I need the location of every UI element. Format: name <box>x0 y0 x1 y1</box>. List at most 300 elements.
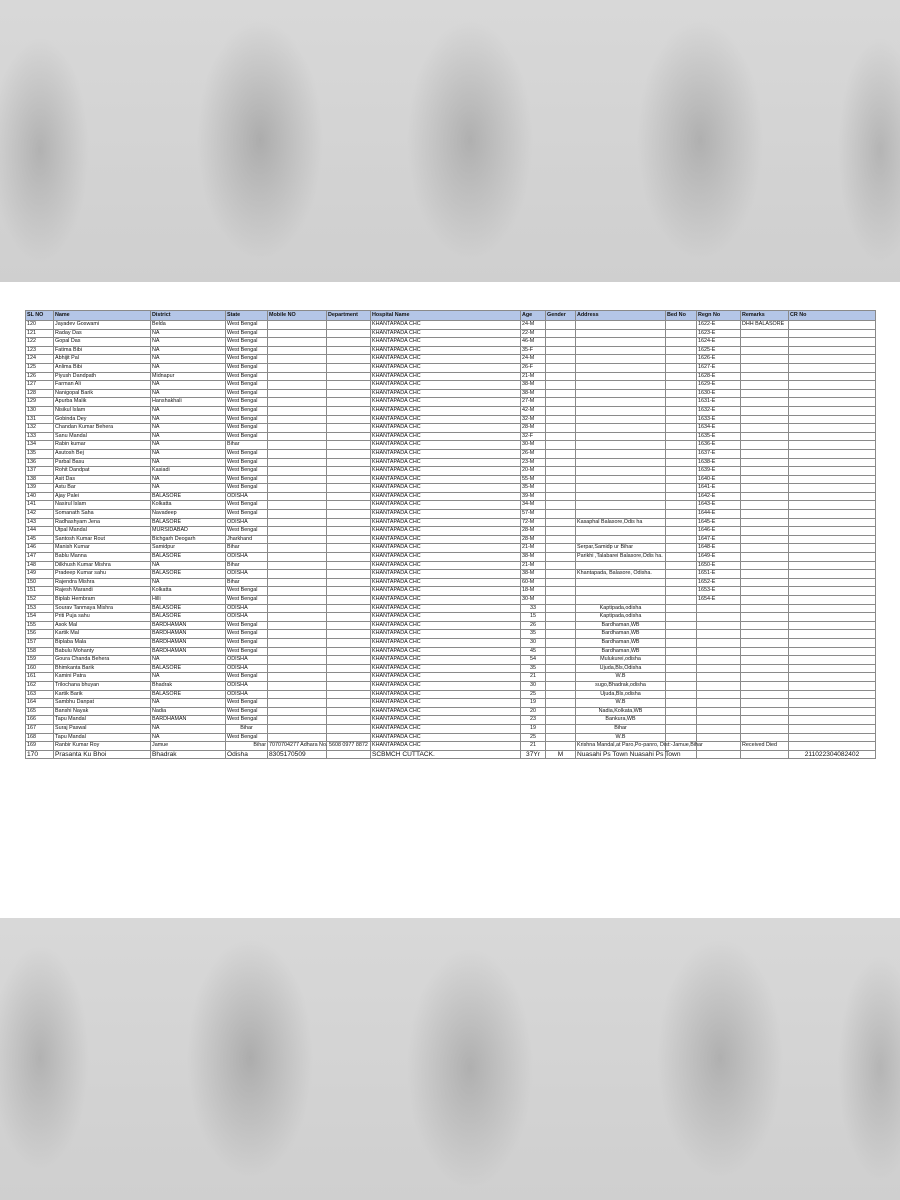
cell-bed-no <box>666 355 697 364</box>
cell-hospital-name: KHANTAPADA CHC <box>371 389 521 398</box>
cell-cr-no <box>789 467 876 476</box>
cell-district: NA <box>151 346 226 355</box>
column-header-bed-no: Bed No <box>666 311 697 321</box>
cell-cr-no <box>789 484 876 493</box>
cell-state: West Bengal <box>226 363 268 372</box>
cell-mobile-no <box>268 527 327 536</box>
cell-bed-no <box>666 381 697 390</box>
cell-gender <box>546 389 576 398</box>
table-row <box>26 681 876 690</box>
table-row <box>26 441 876 450</box>
cell-regn-no: 1622-E <box>697 321 741 330</box>
cell-gender <box>546 604 576 613</box>
cell-gender: M <box>546 750 576 759</box>
cell-district: Midnapur <box>151 372 226 381</box>
cell-department <box>327 724 371 733</box>
cell-name: Parbal Basu <box>54 458 151 467</box>
column-header-hospital-name: Hospital Name <box>371 311 521 321</box>
cell-gender <box>546 424 576 433</box>
cell-name: Kartik Mal <box>54 630 151 639</box>
cell-sl-no: 169 <box>26 742 54 751</box>
cell-state: West Bengal <box>226 475 268 484</box>
cell-department <box>327 673 371 682</box>
cell-age: 21-M <box>521 372 546 381</box>
cell-address <box>576 535 666 544</box>
cell-district: BALASORE <box>151 518 226 527</box>
cell-name: Ranbir Kumar Roy <box>54 742 151 751</box>
cell-state: West Bengal <box>226 449 268 458</box>
cell-cr-no <box>789 510 876 519</box>
cell-department <box>327 604 371 613</box>
cell-district: BALASORE <box>151 690 226 699</box>
cell-state: West Bengal <box>226 432 268 441</box>
cell-mobile-no <box>268 424 327 433</box>
cell-department <box>327 699 371 708</box>
cell-mobile-no <box>268 372 327 381</box>
cell-cr-no <box>789 656 876 665</box>
cell-remarks <box>741 673 789 682</box>
cell-cr-no <box>789 329 876 338</box>
table-row <box>26 716 876 725</box>
cell-cr-no <box>789 733 876 742</box>
cell-district: Navadeep <box>151 510 226 519</box>
cell-remarks <box>741 570 789 579</box>
cell-remarks <box>741 681 789 690</box>
cell-remarks <box>741 544 789 553</box>
cell-address: sugo,Bhadrak,odisha <box>576 681 666 690</box>
cell-bed-no <box>666 458 697 467</box>
cell-department <box>327 338 371 347</box>
table-row <box>26 664 876 673</box>
table-row <box>26 544 876 553</box>
cell-mobile-no <box>268 707 327 716</box>
cell-department <box>327 630 371 639</box>
cell-sl-no: 144 <box>26 527 54 536</box>
cell-name: Suraj Paswal <box>54 724 151 733</box>
cell-age: 42-M <box>521 406 546 415</box>
table-row <box>26 561 876 570</box>
cell-address <box>576 424 666 433</box>
cell-remarks <box>741 724 789 733</box>
cell-district: Samidpur <box>151 544 226 553</box>
cell-name: Tapu Mandal <box>54 733 151 742</box>
cell-remarks <box>741 699 789 708</box>
cell-hospital-name: KHANTAPADA CHC <box>371 475 521 484</box>
cell-name: Fatima Bibi <box>54 346 151 355</box>
cell-cr-no <box>789 518 876 527</box>
column-header-district: District <box>151 311 226 321</box>
cell-department <box>327 656 371 665</box>
cell-address <box>576 501 666 510</box>
cell-bed-no <box>666 501 697 510</box>
cell-remarks <box>741 553 789 562</box>
table-row <box>26 587 876 596</box>
cell-remarks <box>741 449 789 458</box>
cell-sl-no: 141 <box>26 501 54 510</box>
cell-bed-no <box>666 707 697 716</box>
cell-department <box>327 561 371 570</box>
cell-department <box>327 346 371 355</box>
column-header-mobile-no: Mobile NO <box>268 311 327 321</box>
cell-bed-no <box>666 329 697 338</box>
cell-mobile-no <box>268 561 327 570</box>
cell-state: West Bengal <box>226 389 268 398</box>
cell-mobile-no <box>268 346 327 355</box>
table-row <box>26 699 876 708</box>
cell-regn-no: 1647-E <box>697 535 741 544</box>
cell-hospital-name: KHANTAPADA CHC <box>371 424 521 433</box>
cell-gender <box>546 707 576 716</box>
cell-hospital-name: KHANTAPADA CHC <box>371 587 521 596</box>
cell-sl-no: 157 <box>26 638 54 647</box>
table-row <box>26 630 876 639</box>
cell-age: 30-M <box>521 441 546 450</box>
table-row <box>26 596 876 605</box>
cell-remarks <box>741 381 789 390</box>
cell-remarks <box>741 484 789 493</box>
cell-regn-no <box>697 724 741 733</box>
cell-state: Bihar <box>226 578 268 587</box>
cell-mobile-no <box>268 724 327 733</box>
cell-sl-no: 164 <box>26 699 54 708</box>
cell-sl-no: 140 <box>26 492 54 501</box>
cell-sl-no: 138 <box>26 475 54 484</box>
table-row <box>26 355 876 364</box>
header-row <box>26 311 876 321</box>
cell-name: Tapu Mandal <box>54 716 151 725</box>
cell-state: West Bengal <box>226 338 268 347</box>
cell-state: West Bengal <box>226 733 268 742</box>
cell-district: NA <box>151 329 226 338</box>
cell-hospital-name: KHANTAPADA CHC <box>371 621 521 630</box>
cell-cr-no <box>789 630 876 639</box>
cell-remarks <box>741 664 789 673</box>
cell-gender <box>546 621 576 630</box>
table-row <box>26 553 876 562</box>
cell-mobile-no <box>268 406 327 415</box>
cell-remarks <box>741 501 789 510</box>
cell-gender <box>546 484 576 493</box>
cell-department <box>327 716 371 725</box>
cell-gender <box>546 467 576 476</box>
cell-address: Bardhaman,WB <box>576 638 666 647</box>
cell-mobile-no <box>268 647 327 656</box>
cell-bed-no <box>666 647 697 656</box>
cell-cr-no <box>789 570 876 579</box>
cell-remarks <box>741 587 789 596</box>
cell-district: BARDHAMAN <box>151 647 226 656</box>
cell-department <box>327 570 371 579</box>
cell-department <box>327 518 371 527</box>
cell-age: 22-M <box>521 329 546 338</box>
cell-sl-no: 133 <box>26 432 54 441</box>
cell-district: Kolkatta <box>151 501 226 510</box>
cell-name: Apurba Malik <box>54 398 151 407</box>
cell-hospital-name: KHANTAPADA CHC <box>371 664 521 673</box>
cell-age: 35-F <box>521 346 546 355</box>
cell-regn-no: 1624-E <box>697 338 741 347</box>
cell-age: 20 <box>521 707 546 716</box>
cell-sl-no: 166 <box>26 716 54 725</box>
cell-gender <box>546 406 576 415</box>
cell-bed-no <box>666 724 697 733</box>
cell-age: 32-M <box>521 415 546 424</box>
cell-mobile-no <box>268 449 327 458</box>
cell-remarks <box>741 596 789 605</box>
table-row <box>26 656 876 665</box>
cell-cr-no <box>789 578 876 587</box>
cell-department <box>327 527 371 536</box>
cell-state: ODISHA <box>226 681 268 690</box>
cell-mobile-no <box>268 553 327 562</box>
cell-gender <box>546 432 576 441</box>
cell-state: ODISHA <box>226 656 268 665</box>
cell-name: Trilochana bhuyan <box>54 681 151 690</box>
cell-age: 21 <box>521 673 546 682</box>
cell-name: Pradeep Kumar sahu <box>54 570 151 579</box>
cell-address: Kasaphal Balasore,Odis ha <box>576 518 666 527</box>
cell-regn-no: 1638-E <box>697 458 741 467</box>
cell-cr-no <box>789 406 876 415</box>
cell-address <box>576 449 666 458</box>
cell-mobile-no <box>268 656 327 665</box>
cell-name: Jayadev Goswami <box>54 321 151 330</box>
table-row <box>26 742 876 751</box>
cell-state: ODISHA <box>226 570 268 579</box>
cell-remarks <box>741 578 789 587</box>
cell-name: Chandan Kumar Behera <box>54 424 151 433</box>
cell-name: Sanu Mandal <box>54 432 151 441</box>
cell-district: Belda <box>151 321 226 330</box>
cell-gender <box>546 321 576 330</box>
cell-state: West Bengal <box>226 638 268 647</box>
cell-age: 45 <box>521 647 546 656</box>
cell-hospital-name: KHANTAPADA CHC <box>371 690 521 699</box>
cell-gender <box>546 535 576 544</box>
cell-regn-no: 1653-E <box>697 587 741 596</box>
cell-bed-no <box>666 484 697 493</box>
cell-address <box>576 561 666 570</box>
cell-bed-no <box>666 699 697 708</box>
cell-remarks <box>741 613 789 622</box>
cell-address: Serpar,Samidp ur Bihar <box>576 544 666 553</box>
cell-bed-no <box>666 424 697 433</box>
cell-state: Bihar <box>226 441 268 450</box>
cell-state: West Bengal <box>226 707 268 716</box>
table-row <box>26 570 876 579</box>
cell-cr-no <box>789 527 876 536</box>
cell-mobile-no <box>268 458 327 467</box>
cell-department <box>327 492 371 501</box>
cell-department <box>327 449 371 458</box>
cell-address <box>576 389 666 398</box>
cell-remarks <box>741 535 789 544</box>
cell-cr-no <box>789 553 876 562</box>
cell-remarks <box>741 518 789 527</box>
cell-age: 72-M <box>521 518 546 527</box>
cell-regn-no <box>697 742 741 751</box>
cell-department <box>327 329 371 338</box>
table-row <box>26 518 876 527</box>
cell-bed-no <box>666 664 697 673</box>
cell-name: Rajendra Mishra <box>54 578 151 587</box>
cell-gender <box>546 510 576 519</box>
cell-sl-no: 125 <box>26 363 54 372</box>
cell-hospital-name: KHANTAPADA CHC <box>371 329 521 338</box>
cell-cr-no <box>789 458 876 467</box>
table-row <box>26 475 876 484</box>
cell-hospital-name: KHANTAPADA CHC <box>371 570 521 579</box>
cell-sl-no: 154 <box>26 613 54 622</box>
cell-bed-no <box>666 578 697 587</box>
cell-age: 32-F <box>521 432 546 441</box>
table-row <box>26 673 876 682</box>
cell-mobile-no <box>268 441 327 450</box>
cell-address: Bardhaman,WB <box>576 621 666 630</box>
cell-address <box>576 432 666 441</box>
cell-age: 28-M <box>521 535 546 544</box>
cell-bed-no <box>666 604 697 613</box>
cell-district: BALASORE <box>151 553 226 562</box>
table-row <box>26 604 876 613</box>
cell-state: West Bengal <box>226 673 268 682</box>
table-row <box>26 484 876 493</box>
cell-gender <box>546 363 576 372</box>
cell-mobile-no <box>268 716 327 725</box>
cell-name: Biplab Hembram <box>54 596 151 605</box>
table-row <box>26 406 876 415</box>
cell-address <box>576 355 666 364</box>
cell-mobile-no <box>268 570 327 579</box>
cell-cr-no <box>789 475 876 484</box>
cell-age: 38-M <box>521 570 546 579</box>
cell-district: NA <box>151 656 226 665</box>
cell-district: NA <box>151 733 226 742</box>
cell-gender <box>546 733 576 742</box>
cell-sl-no: 149 <box>26 570 54 579</box>
cell-address <box>576 475 666 484</box>
cell-bed-no <box>666 398 697 407</box>
cell-regn-no: 1626-E <box>697 355 741 364</box>
cell-hospital-name: KHANTAPADA CHC <box>371 561 521 570</box>
cell-age: 30 <box>521 681 546 690</box>
cell-name: Nisikul Islam <box>54 406 151 415</box>
cell-mobile-no <box>268 587 327 596</box>
cell-sl-no: 123 <box>26 346 54 355</box>
cell-bed-no <box>666 321 697 330</box>
cell-address <box>576 321 666 330</box>
cell-cr-no <box>789 716 876 725</box>
cell-address <box>576 415 666 424</box>
column-header-remarks: Remarks <box>741 311 789 321</box>
cell-sl-no: 170 <box>26 750 54 759</box>
cell-state: ODISHA <box>226 690 268 699</box>
cell-age: 20-M <box>521 467 546 476</box>
cell-district: NA <box>151 673 226 682</box>
cell-hospital-name: KHANTAPADA CHC <box>371 346 521 355</box>
cell-district: Bichgarh Deogarh <box>151 535 226 544</box>
cell-district: Hanshakhali <box>151 398 226 407</box>
cell-gender <box>546 441 576 450</box>
blurred-region-bottom <box>0 918 900 1200</box>
cell-district: Kolkatta <box>151 587 226 596</box>
cell-regn-no <box>697 604 741 613</box>
cell-state: Jharkhand <box>226 535 268 544</box>
cell-remarks <box>741 656 789 665</box>
cell-sl-no: 135 <box>26 449 54 458</box>
cell-regn-no: 1654-E <box>697 596 741 605</box>
cell-bed-no <box>666 492 697 501</box>
cell-district: Nadia <box>151 707 226 716</box>
cell-regn-no: 1628-E <box>697 372 741 381</box>
table-row <box>26 424 876 433</box>
cell-state: West Bengal <box>226 630 268 639</box>
cell-gender <box>546 527 576 536</box>
cell-state: Bihar <box>226 742 268 751</box>
cell-address <box>576 484 666 493</box>
cell-department <box>327 664 371 673</box>
cell-cr-no <box>789 501 876 510</box>
cell-mobile-no <box>268 621 327 630</box>
cell-bed-no <box>666 587 697 596</box>
cell-age: 23-M <box>521 458 546 467</box>
cell-remarks <box>741 630 789 639</box>
cell-gender <box>546 613 576 622</box>
cell-bed-no <box>666 544 697 553</box>
cell-regn-no <box>697 699 741 708</box>
cell-district: BALASORE <box>151 492 226 501</box>
cell-sl-no: 145 <box>26 535 54 544</box>
cell-sl-no: 137 <box>26 467 54 476</box>
cell-address <box>576 578 666 587</box>
table-row <box>26 527 876 536</box>
cell-department <box>327 707 371 716</box>
cell-district: Kasiadi <box>151 467 226 476</box>
cell-bed-no <box>666 553 697 562</box>
cell-address: Kaptipada,odisha <box>576 604 666 613</box>
cell-name: Nanigopal Barik <box>54 389 151 398</box>
cell-gender <box>546 596 576 605</box>
cell-bed-no <box>666 432 697 441</box>
cell-hospital-name: KHANTAPADA CHC <box>371 604 521 613</box>
cell-bed-no <box>666 527 697 536</box>
cell-cr-no <box>789 381 876 390</box>
cell-age: 28-M <box>521 527 546 536</box>
cell-age: 46-M <box>521 338 546 347</box>
cell-cr-no <box>789 621 876 630</box>
cell-hospital-name: SCBMCH CUTTACK. <box>371 750 521 759</box>
cell-sl-no: 146 <box>26 544 54 553</box>
cell-name: Astu Bar <box>54 484 151 493</box>
cell-sl-no: 160 <box>26 664 54 673</box>
cell-regn-no <box>697 656 741 665</box>
cell-name: Goura Chanda Behera <box>54 656 151 665</box>
cell-district: NA <box>151 475 226 484</box>
cell-name: Ajay Palei <box>54 492 151 501</box>
cell-sl-no: 158 <box>26 647 54 656</box>
cell-gender <box>546 492 576 501</box>
cell-cr-no <box>789 415 876 424</box>
cell-name: Somanath Saha <box>54 510 151 519</box>
cell-name: Rajesh Marandi <box>54 587 151 596</box>
cell-bed-no <box>666 621 697 630</box>
table-row <box>26 733 876 742</box>
cell-gender <box>546 553 576 562</box>
cell-district: MURSIDABAD <box>151 527 226 536</box>
cell-remarks <box>741 561 789 570</box>
cell-regn-no <box>697 690 741 699</box>
cell-address: Ujuda,Bls,odisha <box>576 690 666 699</box>
